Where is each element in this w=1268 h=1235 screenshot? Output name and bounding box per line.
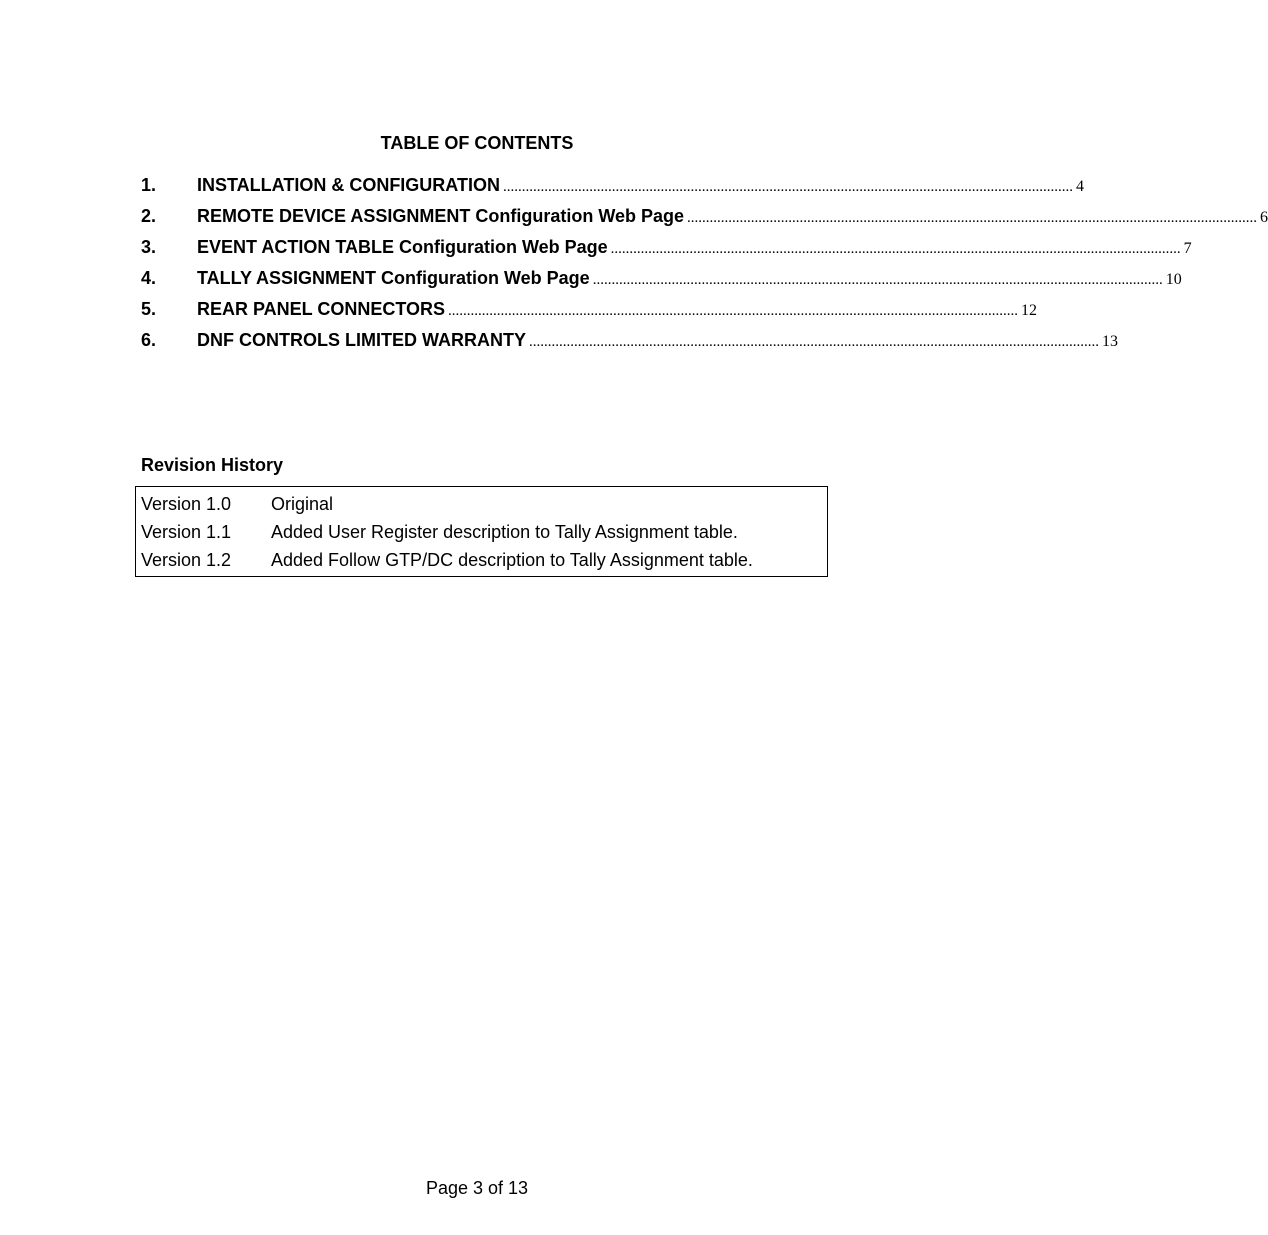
- revision-history-table: [135, 486, 828, 577]
- toc-entry-number: 5.: [141, 299, 157, 319]
- toc-entry-title: REMOTE DEVICE ASSIGNMENT Configuration Web Page: [197, 206, 685, 226]
- toc-entry-title: REAR PANEL CONNECTORS: [197, 299, 446, 319]
- toc-entry-title: TALLY ASSIGNMENT Configuration Web Page: [197, 268, 590, 288]
- toc-dot-leader: ........................................................................................................................................................: [610, 241, 1181, 257]
- toc-entry-page: 10: [1165, 271, 1182, 288]
- revision-row: [136, 546, 827, 574]
- toc-dot-leader: ........................................................................................................................................................: [687, 210, 1258, 226]
- toc-entry-page: 12: [1021, 302, 1038, 319]
- toc-list: [141, 175, 1268, 361]
- toc-entry-tally-assignment[interactable]: [141, 268, 1182, 299]
- toc-entry-page: 13: [1101, 333, 1118, 350]
- toc-title: TABLE OF CONTENTS: [380, 133, 574, 153]
- toc-dot-leader: ........................................................................................................................................................: [528, 334, 1099, 350]
- revision-row: [136, 518, 827, 546]
- toc-entry-title: INSTALLATION & CONFIGURATION: [197, 175, 500, 195]
- toc-dot-leader: ........................................................................................................................................................: [448, 303, 1019, 319]
- revision-description: Added User Register description to Tally Assignment table.: [271, 521, 738, 542]
- toc-entry-title: EVENT ACTION TABLE Configuration Web Page: [197, 237, 608, 257]
- toc-entry-page: 4: [1075, 178, 1084, 195]
- revision-version: Version 1.1: [141, 521, 232, 542]
- revision-version: Version 1.2: [141, 549, 232, 570]
- toc-entry-remote-device[interactable]: [141, 206, 1268, 237]
- revision-history-title: Revision History: [141, 455, 284, 475]
- revision-description: Added Follow GTP/DC description to Tally Assignment table.: [271, 549, 753, 570]
- revision-version: Version 1.0: [141, 493, 232, 514]
- page-footer: Page 3 of 13: [425, 1178, 529, 1198]
- toc-entry-number: 4.: [141, 268, 157, 288]
- toc-entry-number: 1.: [141, 175, 157, 195]
- revision-description: Original: [271, 493, 334, 514]
- revision-row: [136, 490, 827, 518]
- toc-entry-event-action[interactable]: [141, 237, 1192, 268]
- toc-entry-installation[interactable]: [141, 175, 1084, 206]
- toc-entry-title: DNF CONTROLS LIMITED WARRANTY: [197, 330, 526, 350]
- toc-entry-number: 2.: [141, 206, 157, 226]
- toc-entry-number: 3.: [141, 237, 157, 257]
- toc-entry-page: 6: [1260, 209, 1268, 226]
- toc-entry-page: 7: [1183, 240, 1192, 257]
- toc-entry-rear-panel[interactable]: [141, 299, 1038, 330]
- toc-entry-warranty[interactable]: [141, 330, 1118, 361]
- toc-dot-leader: ........................................................................................................................................................: [502, 179, 1073, 195]
- toc-entry-number: 6.: [141, 330, 157, 350]
- toc-dot-leader: ........................................................................................................................................................: [592, 272, 1163, 288]
